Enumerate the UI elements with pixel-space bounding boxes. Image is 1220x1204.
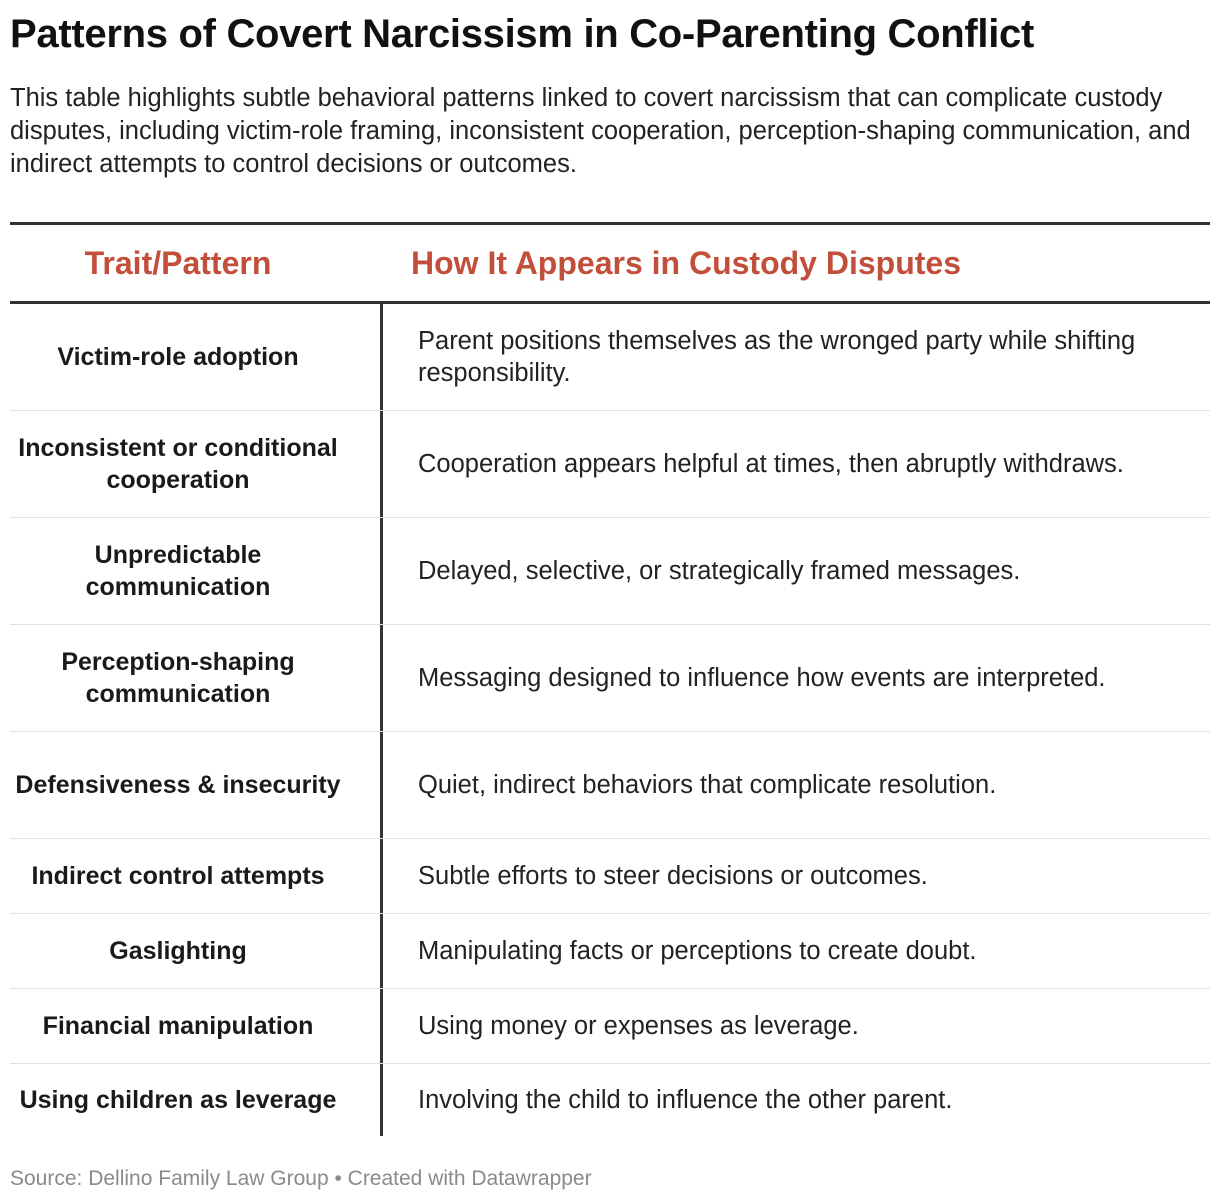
table-row: [10, 304, 1210, 411]
description-cell: Involving the child to influence the other parent.: [380, 1064, 1210, 1136]
table-row: [10, 732, 1210, 839]
description-cell: Subtle efforts to steer decisions or outcomes.: [380, 839, 1210, 913]
data-table: [10, 222, 1210, 1136]
trait-cell: Inconsistent or conditional cooperation: [18, 434, 338, 494]
source-footer: Source: Dellino Family Law Group • Created with Datawrapper: [10, 1167, 592, 1190]
trait-cell: Indirect control attempts: [31, 862, 325, 890]
trait-cell: Financial manipulation: [42, 1012, 314, 1040]
table-description: This table highlights subtle behavioral patterns linked to covert narcissism that can complicate custody disputes, including victim-role framing, inconsistent cooperation, perception-shaping communication, and indirect attempts to control decisions or outcomes.: [10, 84, 1191, 178]
table-row: [10, 839, 1210, 914]
trait-cell: Perception-shaping communication: [61, 648, 295, 708]
description-cell: Parent positions themselves as the wronged party while shifting responsibility.: [380, 304, 1210, 410]
table-row: [10, 625, 1210, 732]
description-cell: Delayed, selective, or strategically framed messages.: [380, 518, 1210, 624]
trait-cell: Using children as leverage: [19, 1086, 337, 1114]
table-row: [10, 411, 1210, 518]
table-row: [10, 989, 1210, 1064]
table-header: [10, 225, 1210, 304]
table-row: [10, 1064, 1210, 1136]
table-row: [10, 914, 1210, 989]
trait-cell: Defensiveness & insecurity: [15, 771, 341, 799]
trait-cell: Victim-role adoption: [57, 343, 299, 371]
description-cell: Cooperation appears helpful at times, then abruptly withdraws.: [380, 411, 1210, 517]
page-title: Patterns of Covert Narcissism in Co-Parenting Conflict: [10, 12, 1034, 56]
description-cell: Quiet, indirect behaviors that complicate resolution.: [380, 732, 1210, 838]
description-cell: Manipulating facts or perceptions to create doubt.: [380, 914, 1210, 988]
trait-cell: Unpredictable communication: [85, 541, 271, 601]
column-header-how: How It Appears in Custody Disputes: [411, 244, 961, 281]
description-cell: Messaging designed to influence how events are interpreted.: [380, 625, 1210, 731]
trait-cell: Gaslighting: [109, 937, 247, 965]
description-cell: Using money or expenses as leverage.: [380, 989, 1210, 1063]
column-header-trait: Trait/Pattern: [84, 244, 272, 281]
table-row: [10, 518, 1210, 625]
